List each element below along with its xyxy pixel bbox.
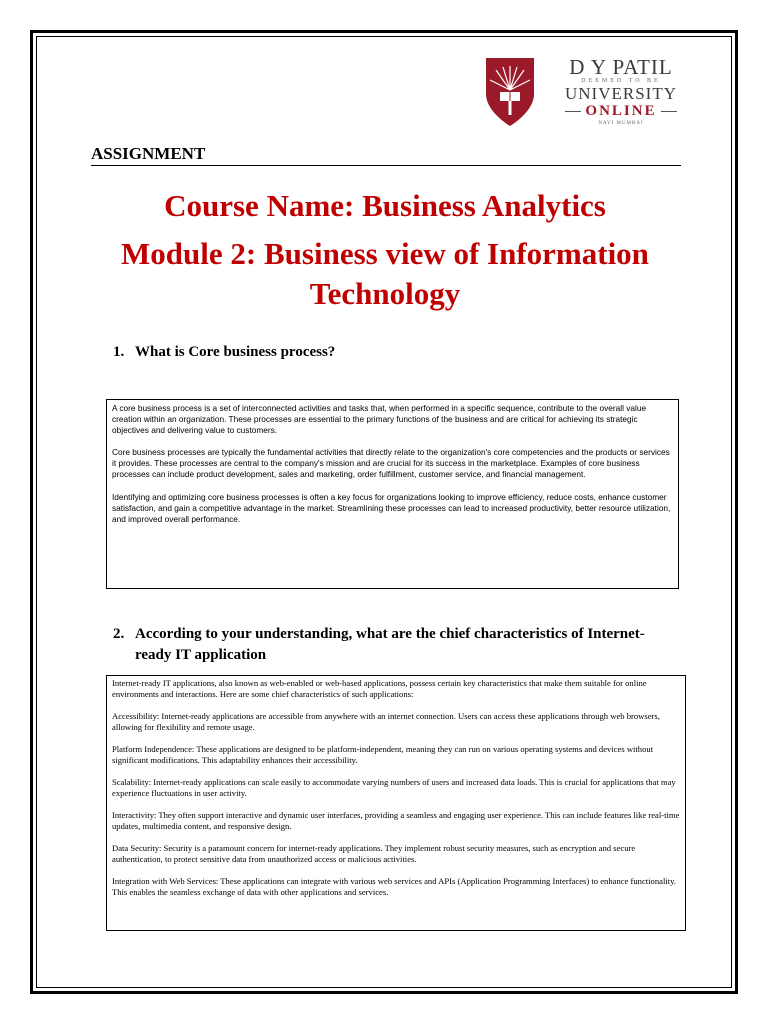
answer-paragraph: Data Security: Security is a paramount concern for internet-ready applications. They implement robust security measures, such as encryption and secure authentication, to protect sensitive data from unauthorized access or malicious activities. (112, 843, 636, 865)
answer-paragraph: Platform Independence: These applications are designed to be platform-independent, meaning they can run on various operating systems and devices without significant modifications. This adaptability enhances their accessibility. (112, 744, 654, 766)
answer-paragraph: A core business process is a set of interconnected activities and tasks that, when performed in a specific sequence, contribute to the overall value creation within an organization. These processes are essential to the primary functions of the business and are critical for achieving its strategic objectives and delivering value to customers. (112, 403, 647, 436)
answer-paragraph: Integration with Web Services: These applications can integrate with various web services and APIs (Application Programming Interfaces) to enhance functionality. This enables the seamless exchange of data with other applications and services. (112, 876, 677, 898)
question-1 (113, 344, 335, 361)
logo-university: UNIVERSITY (565, 84, 677, 103)
logo-online: ONLINE (546, 103, 696, 120)
question-2 (113, 624, 673, 666)
question-number: 2. (113, 626, 125, 642)
answer-paragraph: Internet-ready IT applications, also known as web-enabled or web-based applications, possess certain key characteristics that make them suitable for online environments and interactions. Here are some chief characteristics of such applications: (112, 678, 647, 700)
logo-location: NAVI MUMBAI (598, 121, 644, 126)
question-text: What is Core business process? (135, 344, 336, 360)
answer-box-1 (106, 399, 679, 589)
question-number: 1. (113, 344, 125, 360)
header-divider (91, 165, 681, 166)
answer-paragraph: Identifying and optimizing core business processes is often a key focus for organizations looking to improve efficiency, reduce costs, enhance customer satisfaction, and gain a competitive advantage in the market. Streamlining these processes can lead to increased productivity, better resource utilization, and improved overall performance. (112, 491, 671, 524)
answer-paragraph: Scalability: Internet-ready applications can scale easily to accommodate varying numbers of users and increased data loads. This is crucial for applications that may experience fluctuations in user activity. (112, 777, 676, 799)
module-title (60, 234, 710, 314)
logo-name: D Y PATIL (569, 55, 673, 79)
answer-paragraph: Accessibility: Internet-ready applications are accessible from anywhere with an internet connection. Users can access these applications through web browsers, allowing for flexibility and remote usage. (112, 711, 660, 733)
answer-paragraph: Core business processes are typically the fundamental activities that directly relate to the organization's core competencies and the products or services it provides. These processes are central to the company's mission and are crucial for its success in the marketplace. Examples of core business processes can include product development, sales and marketing, order fulfillment, customer service, and financial management. (112, 447, 670, 480)
module-title-line2: Technology (309, 276, 461, 311)
shield-icon (484, 56, 536, 128)
course-title: Course Name: Business Analytics (164, 188, 606, 223)
logo-tagline: DEEMED TO BE (581, 78, 661, 84)
answer-paragraph: Interactivity: They often support interactive and dynamic user interfaces, providing a seamless and engaging user experience. This can include features like real-time updates, multimedia content, and responsive design. (112, 810, 680, 832)
answer-box-2 (106, 675, 686, 931)
university-logo (484, 52, 694, 136)
logo-wordmark (546, 52, 696, 128)
assignment-heading: ASSIGNMENT (91, 144, 206, 163)
question-text: According to your understanding, what are the chief characteristics of Internet-ready IT application (135, 626, 645, 663)
module-title-line1: Module 2: Business view of Information (121, 236, 649, 271)
